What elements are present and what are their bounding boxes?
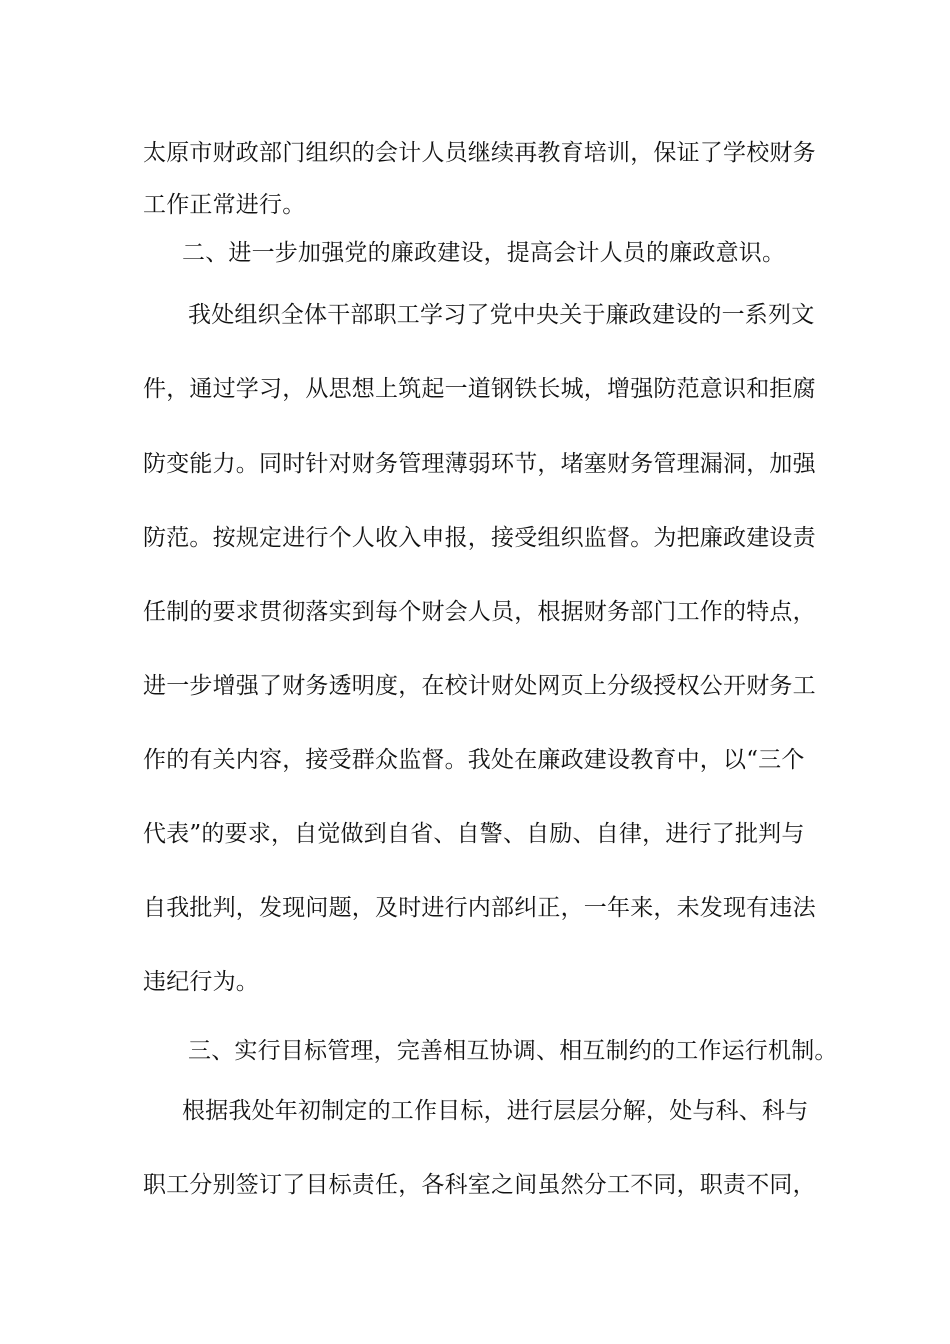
body-text-line: 工作正常进行。	[143, 192, 306, 218]
body-text-line: 进一步增强了财务透明度，在校计财处网页上分级授权公开财务工	[143, 673, 816, 699]
body-text-line: 违纪行为。	[143, 969, 259, 995]
body-text-line: 作的有关内容，接受群众监督。我处在廉政建设教育中，以“三个	[143, 747, 805, 773]
body-text-line: 防范。按规定进行个人收入申报，接受组织监督。为把廉政建设责	[143, 525, 816, 551]
body-text-line: 件，通过学习，从思想上筑起一道钢铁长城，增强防范意识和拒腐	[143, 376, 816, 402]
body-text-line: 代表”的要求，自觉做到自省、自警、自励、自律，进行了批判与	[143, 821, 805, 847]
section-heading-2: 二、进一步加强党的廉政建设，提高会计人员的廉政意识。	[182, 240, 786, 266]
body-text-line: 任制的要求贯彻落实到每个财会人员，根据财务部门工作的特点，	[143, 599, 816, 625]
paragraph-start: 我处组织全体干部职工学习了党中央关于廉政建设的一系列文	[188, 302, 815, 328]
body-text-line: 职工分别签订了目标责任，各科室之间虽然分工不同，职责不同，	[143, 1172, 816, 1198]
body-text-line: 自我批判，发现问题，及时进行内部纠正，一年来，未发现有违法	[143, 895, 816, 921]
section-heading-3: 三、实行目标管理，完善相互协调、相互制约的工作运行机制。	[188, 1038, 838, 1064]
body-text-line: 防变能力。同时针对财务管理薄弱环节，堵塞财务管理漏洞，加强	[143, 451, 816, 477]
paragraph-start: 根据我处年初制定的工作目标，进行层层分解，处与科、科与	[182, 1098, 809, 1124]
body-text-line: 太原市财政部门组织的会计人员继续再教育培训，保证了学校财务	[143, 140, 816, 166]
